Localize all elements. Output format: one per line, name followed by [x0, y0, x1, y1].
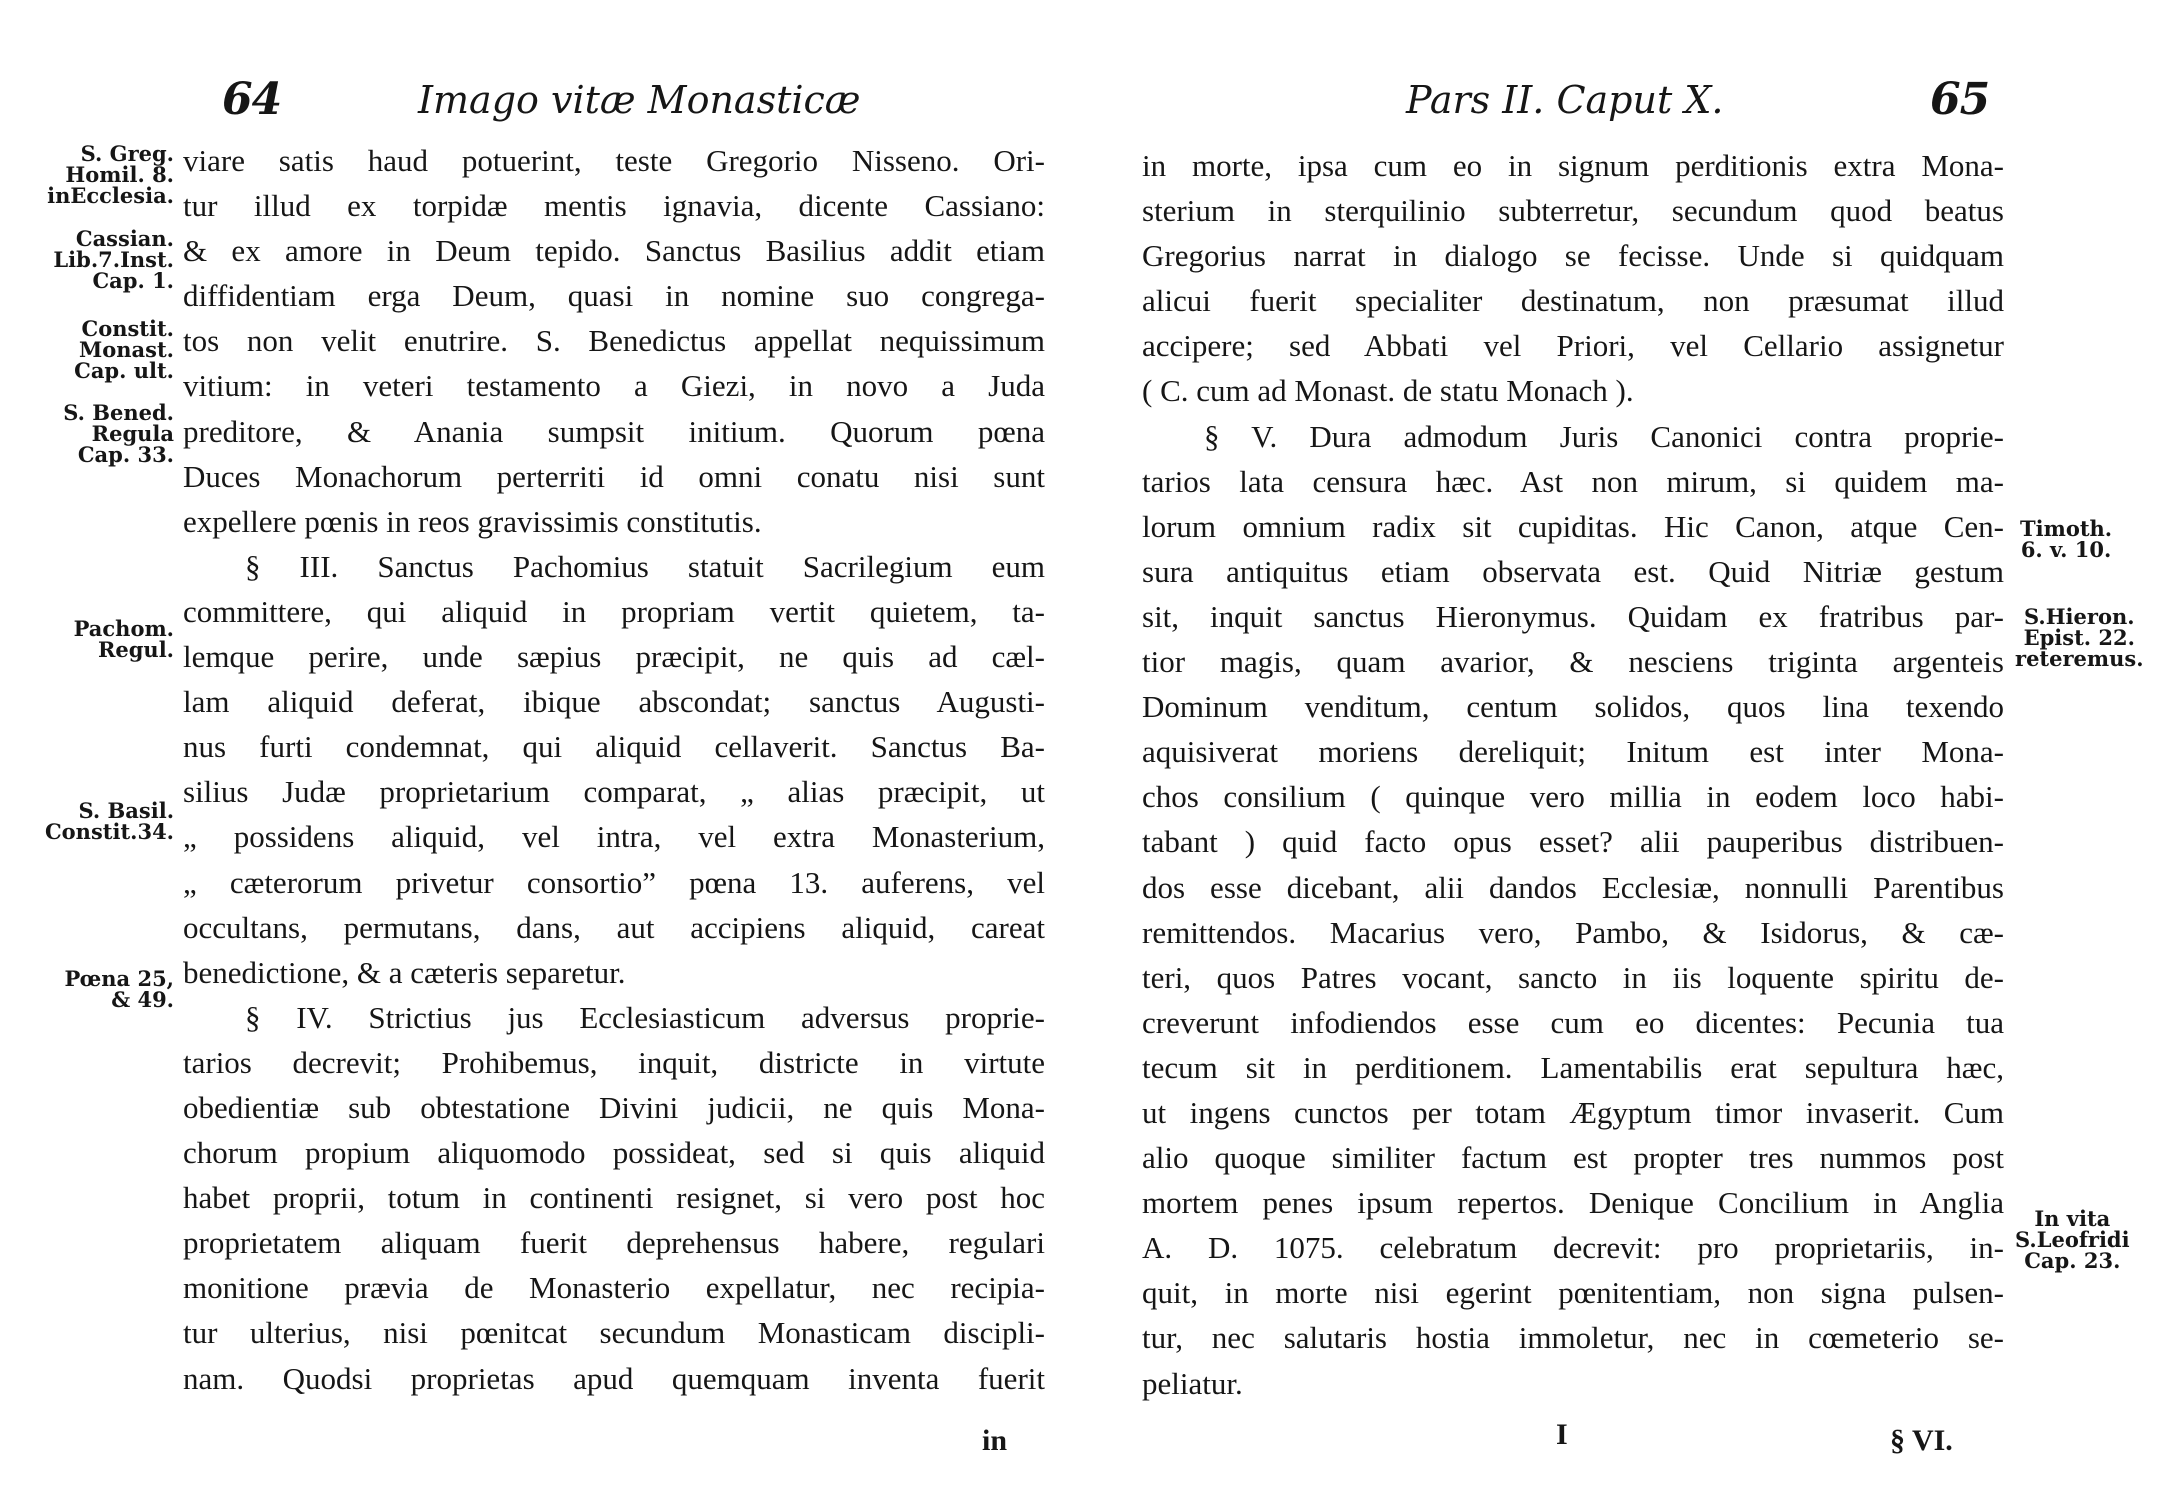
- right-page: [1082, 0, 2164, 1500]
- margin-note: Timoth. 6. v. 10.: [2020, 516, 2113, 562]
- text-line: obedientiæ sub obtestatione Divini judicii, ne quis Mona-: [183, 1089, 1045, 1125]
- text-line: accipere; sed Abbati vel Priori, vel Cellario assignetur: [1142, 328, 2004, 364]
- text-line: vitium: in veteri testamento a Giezi, in novo a Juda: [183, 368, 1045, 404]
- section-heading: § III. Sanctus Pachomius statuit Sacrilegium eum: [245, 548, 1045, 584]
- text-line: monitione prævia de Monasterio expellatur, nec recipia-: [183, 1270, 1045, 1306]
- signature-mark: I: [1556, 1418, 1568, 1451]
- text-line: alio quoque similiter factum est propter tres nummos post: [1142, 1140, 2004, 1176]
- text-line: sterium in sterquilinio subterretur, secundum quod beatus: [1142, 193, 2004, 229]
- margin-note: Cassian. Lib.7.Inst. Cap. 1.: [53, 226, 174, 293]
- text-line: Dominum venditum, centum solidos, quos lina texendo: [1142, 689, 2004, 725]
- text-line: lorum omnium radix sit cupiditas. Hic Canon, atque Cen-: [1142, 508, 2004, 544]
- page-number: 64: [222, 74, 282, 125]
- text-line: silius Judæ proprietarium comparat, „ alias præcipit, ut: [183, 774, 1045, 810]
- text-line: quit, in morte nisi egerint pœnitentiam, non signa pulsen-: [1142, 1275, 2004, 1311]
- section-heading: § IV. Strictius jus Ecclesiasticum adversus proprie-: [245, 999, 1045, 1035]
- text-line: tior magis, quam avarior, & nesciens triginta argenteis: [1142, 644, 2004, 680]
- text-line: nam. Quodsi proprietas apud quemquam inventa fuerit: [183, 1360, 1045, 1396]
- catchword: § VI.: [1890, 1424, 1953, 1457]
- text-line: expellere pœnis in reos gravissimis constitutis.: [183, 503, 762, 539]
- text-line: Gregorius narrat in dialogo se fecisse. Unde si quidquam: [1142, 238, 2004, 274]
- text-line: „ possidens aliquid, vel intra, vel extra Monasterium,: [183, 819, 1045, 855]
- text-line: alicui fuerit specialiter destinatum, non præsumat illud: [1142, 283, 2004, 319]
- section-heading: § V. Dura admodum Juris Canonici contra proprie-: [1204, 418, 2004, 454]
- text-line: Duces Monachorum perterriti id omni conatu nisi sunt: [183, 458, 1045, 494]
- running-head: Imago vitæ Monasticæ: [418, 78, 861, 122]
- margin-note: Pœna 25, & 49.: [64, 966, 174, 1012]
- text-line: sit, inquit sanctus Hieronymus. Quidam ex fratribus par-: [1142, 598, 2004, 634]
- margin-note: S.Hieron. Epist. 22. reteremus.: [2015, 604, 2144, 671]
- text-line: tarios lata censura hæc. Ast non mirum, si quidem ma-: [1142, 463, 2004, 499]
- text-line: lemque perire, unde sæpius præcipit, ne quis ad cæl-: [183, 639, 1045, 675]
- text-line: habet proprii, totum in continenti resignet, si vero post hoc: [183, 1180, 1045, 1216]
- text-line: benedictione, & a cæteris separetur.: [183, 954, 626, 990]
- text-line: teri, quos Patres vocant, sancto in iis loquente spiritu de-: [1142, 959, 2004, 995]
- margin-note: In vita S.Leofridi Cap. 23.: [2015, 1206, 2130, 1273]
- text-block: [183, 138, 1045, 1401]
- text-line: viare satis haud potuerint, teste Gregorio Nisseno. Ori-: [183, 143, 1045, 178]
- running-head: Pars II. Caput X.: [1406, 78, 1724, 122]
- text-line: lam aliquid deferat, ibique abscondat; sanctus Augusti-: [183, 684, 1045, 720]
- text-line: mortem penes ipsum repertos. Denique Concilium in Anglia: [1142, 1185, 2004, 1221]
- margin-note: S. Bened. Regula Cap. 33.: [63, 400, 174, 467]
- text-line: ut ingens cunctos per totam Ægyptum timor invaserit. Cum: [1142, 1094, 2004, 1130]
- text-block: [1142, 143, 2004, 1406]
- text-line: tur illud ex torpidæ mentis ignavia, dicente Cassiano:: [183, 188, 1045, 224]
- text-line: A. D. 1075. celebratum decrevit: pro proprietariis, in-: [1142, 1230, 2004, 1266]
- text-line: in morte, ipsa cum eo in signum perditionis extra Mona-: [1142, 148, 2004, 183]
- margin-note: Constit. Monast. Cap. ult.: [74, 316, 174, 383]
- margin-note: S. Greg. Homil. 8. inEcclesia.: [47, 141, 174, 208]
- catchword: in: [982, 1424, 1008, 1457]
- text-line: sura antiquitus etiam observata est. Quid Nitriæ gestum: [1142, 553, 2004, 589]
- text-line: proprietatem aliquam fuerit deprehensus habere, regulari: [183, 1225, 1045, 1261]
- text-line: tabant ) quid facto opus esset? alii pauperibus distribuen-: [1142, 824, 2004, 860]
- text-line: occultans, permutans, dans, aut accipiens aliquid, careat: [183, 909, 1045, 945]
- text-line: tarios decrevit; Prohibemus, inquit, districte in virtute: [183, 1044, 1045, 1080]
- text-line: diffidentiam erga Deum, quasi in nomine suo congrega-: [183, 278, 1045, 314]
- text-line: ( C. cum ad Monast. de statu Monach ).: [1142, 373, 1634, 409]
- text-line: & ex amore in Deum tepido. Sanctus Basilius addit etiam: [183, 233, 1045, 269]
- text-line: creverunt infodiendos esse cum eo dicentes: Pecunia tua: [1142, 1004, 2004, 1040]
- text-line: chos consilium ( quinque vero millia in eodem loco habi-: [1142, 779, 2004, 815]
- page-number: 65: [1930, 74, 1990, 125]
- text-line: preditore, & Anania sumpsit initium. Quorum pœna: [183, 413, 1045, 449]
- text-line: nus furti condemnat, qui aliquid cellaverit. Sanctus Ba-: [183, 729, 1045, 765]
- text-line: chorum propium aliquomodo possideat, sed si quis aliquid: [183, 1135, 1045, 1171]
- text-line: remittendos. Macarius vero, Pambo, & Isidorus, & cæ-: [1142, 914, 2004, 950]
- text-line: peliatur.: [1142, 1365, 1243, 1401]
- text-line: committere, qui aliquid in propriam vertit quietem, ta-: [183, 593, 1045, 629]
- margin-note: S. Basil. Constit.34.: [44, 798, 174, 844]
- text-line: „ cæterorum privetur consortio” pœna 13. auferens, vel: [183, 864, 1045, 900]
- text-line: tecum sit in perditionem. Lamentabilis erat sepultura hæc,: [1142, 1049, 2004, 1085]
- text-line: aquisiverat moriens dereliquit; Initum est inter Mona-: [1142, 734, 2004, 770]
- text-line: tur, nec salutaris hostia immoletur, nec in cœmeterio se-: [1142, 1320, 2004, 1356]
- text-line: dos esse dicebant, alii dandos Ecclesiæ, nonnulli Parentibus: [1142, 869, 2004, 905]
- text-line: tur ulterius, nisi pœnitcat secundum Monasticam discipli-: [183, 1315, 1045, 1351]
- text-line: tos non velit enutrire. S. Benedictus appellat nequissimum: [183, 323, 1045, 359]
- margin-note: Pachom. Regul.: [73, 616, 174, 662]
